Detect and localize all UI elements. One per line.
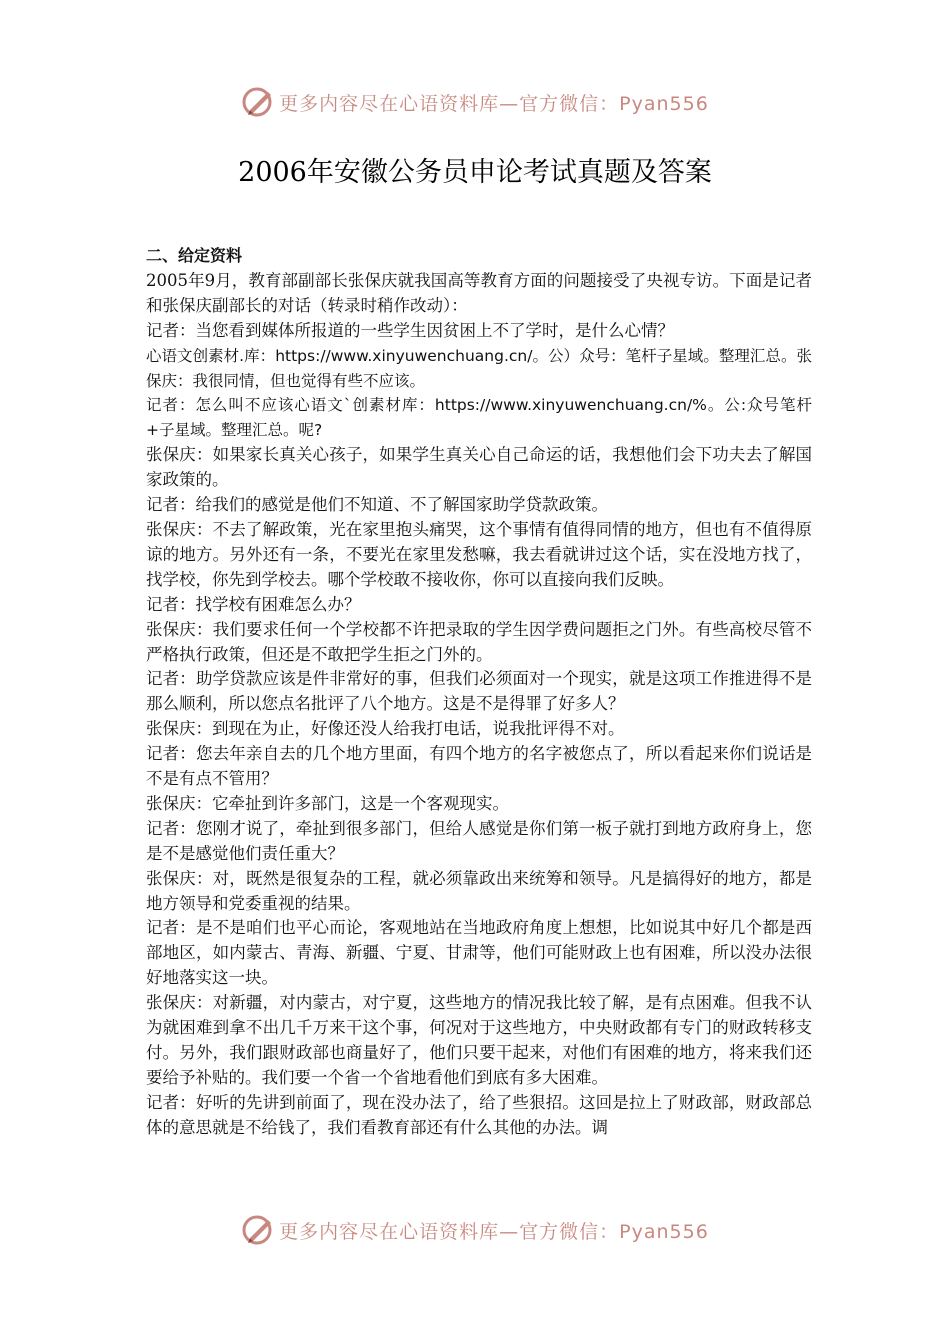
watermark-banner-top	[0, 82, 950, 122]
paragraph: 记者：怎么叫不应该心语文`创素材库：https://www.xinyuwenchuang.cn/%。公:众号笔杆+子星域。整理汇总。呢?	[146, 396, 812, 440]
document-title: 2006年安徽公务员申论考试真题及答案	[238, 157, 712, 188]
paragraph: 张保庆：到现在为止，好像还没人给我打电话，说我批评得不对。	[146, 719, 625, 739]
paragraph: 张保庆：对，既然是很复杂的工程，就必须靠政出来统筹和领导。凡是搞得好的地方，都是地方领导和党委重视的结果。	[146, 868, 812, 913]
paragraph: 张保庆：如果家长真关心孩子，如果学生真关心自己命运的话，我想他们会下功夫去了解国家政策的。	[146, 445, 812, 490]
paragraph: 张保庆：我们要求任何一个学校都不许把录取的学生因学费问题拒之门外。有些高校尽管不严格执行政策，但还是不敢把学生拒之门外的。	[146, 619, 812, 664]
paragraph: 记者：当您看到媒体所报道的一些学生因贫困上不了学时，是什么心情？	[146, 320, 674, 340]
paragraph: 记者：助学贷款应该是件非常好的事，但我们必须面对一个现实，就是这项工作推进得不是那么顺利，所以您点名批评了八个地方。这是不是得罪了好多人？	[146, 669, 812, 714]
paragraph: 张保庆：对新疆，对内蒙古，对宁夏，这些地方的情况我比较了解，是有点困难。但我不认为就困难到拿不出几千万来干这个事，何况对于这些地方，中央财政都有专门的财政转移支付。另外，我们跟财政部也商量好了，他们只要干起来，对他们有困难的地方，将来我们还要给予补贴的。我们要一个省一个省地看他们到底有多大困难。	[146, 993, 812, 1087]
paragraph: 记者：给我们的感觉是他们不知道、不了解国家助学贷款政策。	[146, 495, 608, 515]
document-body	[146, 244, 812, 1141]
pen-logo-icon	[241, 84, 277, 120]
paragraph: 记者：您刚才说了，牵扯到很多部门，但给人感觉是你们第一板子就打到地方政府身上，您是不是感觉他们责任重大？	[146, 818, 812, 863]
paragraph: 心语文创素材.库：https://www.xinyuwenchuang.cn/。公）众号：笔杆子星域。整理汇总。张保庆：我很同情，但也觉得有些不应该。	[146, 346, 812, 390]
section-heading: 二、给定资料	[146, 246, 243, 265]
watermark-banner-bottom	[0, 1210, 950, 1250]
paragraph: 记者：好听的先讲到前面了，现在没办法了，给了些狠招。这回是拉上了财政部，财政部总体的意思就是不给钱了，我们看教育部还有什么其他的办法。调	[146, 1092, 812, 1137]
paragraph: 2005年9月，教育部副部长张保庆就我国高等教育方面的问题接受了央视专访。下面是记者和张保庆副部长的对话（转录时稍作改动）：	[146, 270, 812, 315]
paragraph: 张保庆：它牵扯到许多部门，这是一个客观现实。	[146, 793, 509, 813]
pen-logo-icon	[241, 1212, 277, 1248]
paragraph: 记者：找学校有困难怎么办？	[146, 594, 361, 614]
watermark-text-top: 更多内容尽在心语资料库—官方微信：Pyan556	[279, 92, 709, 115]
paragraph: 记者：您去年亲自去的几个地方里面，有四个地方的名字被您点了，所以看起来你们说话是不是有点不管用？	[146, 744, 812, 789]
paragraph: 记者：是不是咱们也平心而论，客观地站在当地政府角度上想想，比如说其中好几个都是西部地区，如内蒙古、青海、新疆、宁夏、甘肃等，他们可能财政上也有困难，所以没办法很好地落实这一块。	[146, 918, 812, 988]
paragraph: 张保庆：不去了解政策，光在家里抱头痛哭，这个事情有值得同情的地方，但也有不值得原谅的地方。另外还有一条，不要光在家里发愁嘛，我去看就讲过这个话，实在没地方找了，找学校，你先到学校去。哪个学校敢不接收你，你可以直接向我们反映。	[146, 519, 812, 589]
watermark-text-bottom: 更多内容尽在心语资料库—官方微信：Pyan556	[279, 1220, 709, 1243]
